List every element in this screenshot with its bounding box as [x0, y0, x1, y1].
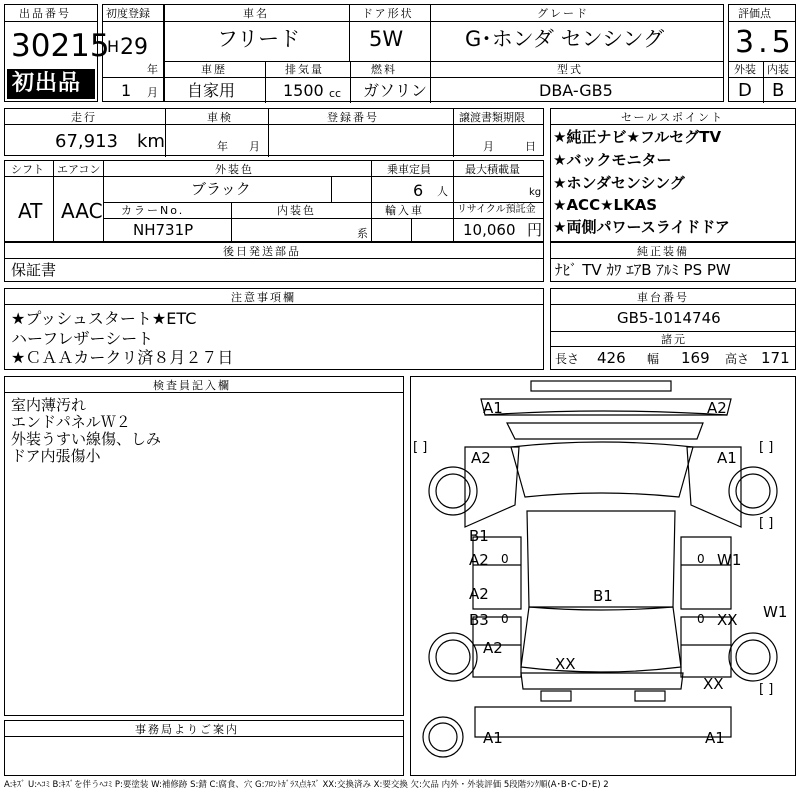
- max-load-unit: kg: [529, 187, 542, 198]
- transfer-day: 日: [525, 140, 536, 153]
- lot-number: 30215: [11, 28, 110, 64]
- ext-grade: D: [738, 80, 752, 101]
- bracket-mark: [ ]: [413, 440, 428, 455]
- sales-point-item: ★ホンダセンシング: [553, 174, 685, 192]
- spec-row: [4, 160, 544, 242]
- mileage-row: [4, 108, 544, 156]
- car-outline: [411, 377, 795, 775]
- colorno-label: カラーNo.: [121, 204, 185, 217]
- shift-label: シフト: [11, 163, 44, 176]
- sales-points-box: [550, 108, 796, 242]
- mileage-label: 走行: [71, 111, 97, 124]
- chassis-box: [550, 288, 796, 370]
- damage-mark: XX: [703, 675, 724, 693]
- damage-mark: A1: [483, 729, 503, 747]
- fuel-label: 燃料: [371, 63, 397, 76]
- damage-mark: XX: [555, 655, 576, 673]
- grade-label: グレード: [537, 7, 589, 20]
- height-value: 171: [761, 349, 790, 367]
- int-label: 内装: [767, 63, 789, 76]
- damage-mark: B1: [469, 527, 489, 545]
- main-header-box: [164, 4, 724, 102]
- score-value: 3.5: [735, 25, 795, 60]
- history-label: 車歴: [201, 63, 227, 76]
- int-grade: B: [772, 80, 785, 101]
- sales-point-item: ★バックモニター: [553, 151, 672, 169]
- damage-mark: A2: [707, 399, 727, 417]
- notes-line: ハーフレザーシート: [11, 329, 154, 348]
- sales-points-label: セールスポイント: [621, 111, 725, 124]
- mileage-unit: km: [137, 131, 165, 152]
- chassis-value: GB5-1014746: [617, 309, 721, 327]
- score-label: 評価点: [738, 7, 771, 20]
- shipping-label: 後日発送部品: [223, 245, 301, 258]
- damage-mark: A2: [469, 551, 489, 569]
- damage-mark: A2: [471, 449, 491, 467]
- sales-point-item: ★純正ナビ★フルセグTV: [553, 128, 722, 146]
- model-label: 型式: [557, 63, 583, 76]
- width-label: 幅: [647, 352, 660, 366]
- reg-year: 29: [120, 35, 148, 60]
- interior-color-label: 内装色: [277, 204, 316, 217]
- door-value: 5W: [369, 27, 404, 51]
- zero-mark: 0: [697, 612, 705, 626]
- history-value: 自家用: [187, 81, 236, 100]
- reg-month-unit: 月: [147, 86, 158, 99]
- max-load-label: 最大積載量: [465, 163, 520, 176]
- door-label: ドア形状: [362, 7, 414, 20]
- damage-mark: A1: [705, 729, 725, 747]
- recycle-unit: 円: [527, 221, 543, 239]
- notes-label: 注意事項欄: [231, 291, 296, 304]
- grade-value: G･ホンダ センシング: [465, 27, 665, 51]
- inspection-month: 月: [249, 140, 260, 153]
- damage-mark: B1: [593, 587, 613, 605]
- width-value: 169: [681, 349, 710, 367]
- inspector-line: 室内薄汚れ: [11, 396, 87, 414]
- car-name: フリード: [217, 27, 301, 51]
- fuel-value: ガソリン: [363, 81, 428, 100]
- notes-line: ★ＣＡＡカークリ済８月２７日: [11, 348, 234, 367]
- ext-label: 外装: [734, 63, 756, 76]
- interior-unit: 系: [357, 227, 368, 240]
- legend-text: A:ｷｽﾞ U:ﾍｺﾐ B:ｷｽﾞを伴うﾍｺﾐ P:要塗装 W:補修跡 S:錆 C:腐食、穴 G:ﾌﾛﾝﾄｶﾞﾗｽ点ｷｽﾞ XX:交換済み X:要交換 欠:欠品 内外・外装評価 5段階ﾗﾝｸ順(A･B･C･D･E) 2: [4, 780, 609, 790]
- shift-value: AT: [18, 199, 43, 223]
- bracket-mark: [ ]: [759, 516, 774, 531]
- sales-point-item: ★ACC★LKAS: [553, 196, 658, 214]
- lot-label: 出品番号: [19, 7, 71, 20]
- recycle-label: リサイクル預託金: [457, 204, 536, 215]
- mileage-value: 67,913: [55, 131, 118, 152]
- inspector-line: 外装うすい線傷、しみ: [11, 430, 162, 448]
- inspection-year: 年: [217, 140, 228, 153]
- registration-box: [102, 4, 164, 102]
- shipping-box: [4, 242, 544, 282]
- genuine-value: ﾅﾋﾞ TV ｶﾜ ｴｱB ｱﾙﾐ PS PW: [555, 261, 731, 279]
- recycle-value: 10,060: [463, 221, 516, 239]
- damage-mark: B3: [469, 611, 489, 629]
- reg-era: H: [107, 37, 120, 56]
- inspector-label: 検査員記入欄: [153, 379, 231, 392]
- damage-mark: A2: [483, 639, 503, 657]
- shipping-value: 保証書: [11, 261, 57, 279]
- capacity-unit: 人: [437, 185, 448, 198]
- office-label: 事務局よりご案内: [135, 723, 239, 736]
- zero-mark: 0: [501, 612, 509, 626]
- capacity-value: 6: [413, 181, 424, 200]
- first-listing-badge: [7, 69, 95, 99]
- inspector-box: [4, 376, 404, 716]
- length-value: 426: [597, 349, 626, 367]
- transfer-month: 月: [483, 140, 494, 153]
- ac-label: エアコン: [57, 163, 101, 176]
- damage-mark: A1: [717, 449, 737, 467]
- zero-mark: 0: [697, 552, 705, 566]
- damage-mark: A2: [469, 585, 489, 603]
- reg-label: 初度登録: [106, 7, 150, 20]
- disp-label: 排気量: [285, 63, 324, 76]
- office-box: [4, 720, 404, 776]
- import-label: 輸入車: [385, 204, 424, 217]
- transfer-label: 譲渡書類期限: [459, 111, 525, 124]
- damage-mark: A1: [483, 399, 503, 417]
- damage-mark: W1: [717, 551, 742, 569]
- notes-box: [4, 288, 544, 370]
- ext-color-label: 外装色: [215, 163, 254, 176]
- sales-point-item: ★両側パワースライドドア: [553, 218, 730, 236]
- damage-mark: W1: [763, 603, 788, 621]
- score-box: [728, 4, 796, 102]
- chassis-label: 車台番号: [637, 291, 689, 304]
- notes-line: ★プッシュスタート★ETC: [11, 309, 197, 328]
- height-label: 高さ: [725, 352, 750, 366]
- dims-label: 諸元: [661, 333, 687, 346]
- disp-value: 1500: [283, 81, 324, 100]
- bracket-mark: [ ]: [759, 440, 774, 455]
- length-label: 長さ: [555, 352, 580, 366]
- inspector-line: ドア内張傷小: [11, 447, 101, 465]
- first-listing-text: 初出品: [12, 71, 82, 96]
- regno-label: 登録番号: [327, 111, 379, 124]
- disp-unit: cc: [329, 87, 342, 100]
- reg-month: 1: [121, 81, 132, 100]
- colorno-value: NH731P: [133, 221, 194, 239]
- car-name-label: 車名: [243, 7, 269, 20]
- bracket-mark: [ ]: [759, 682, 774, 697]
- capacity-label: 乗車定員: [387, 163, 431, 176]
- ext-color-value: ブラック: [191, 180, 251, 198]
- genuine-box: [550, 242, 796, 282]
- lot-box: [4, 4, 110, 102]
- damage-mark: XX: [717, 611, 738, 629]
- zero-mark: 0: [501, 552, 509, 566]
- damage-diagram: [410, 376, 796, 776]
- genuine-label: 純正装備: [637, 245, 689, 258]
- reg-year-unit: 年: [147, 63, 158, 76]
- ac-value: AAC: [61, 199, 103, 223]
- inspection-label: 車検: [207, 111, 233, 124]
- inspector-line: エンドパネルＷ２: [11, 413, 131, 431]
- model-value: DBA-GB5: [539, 81, 613, 100]
